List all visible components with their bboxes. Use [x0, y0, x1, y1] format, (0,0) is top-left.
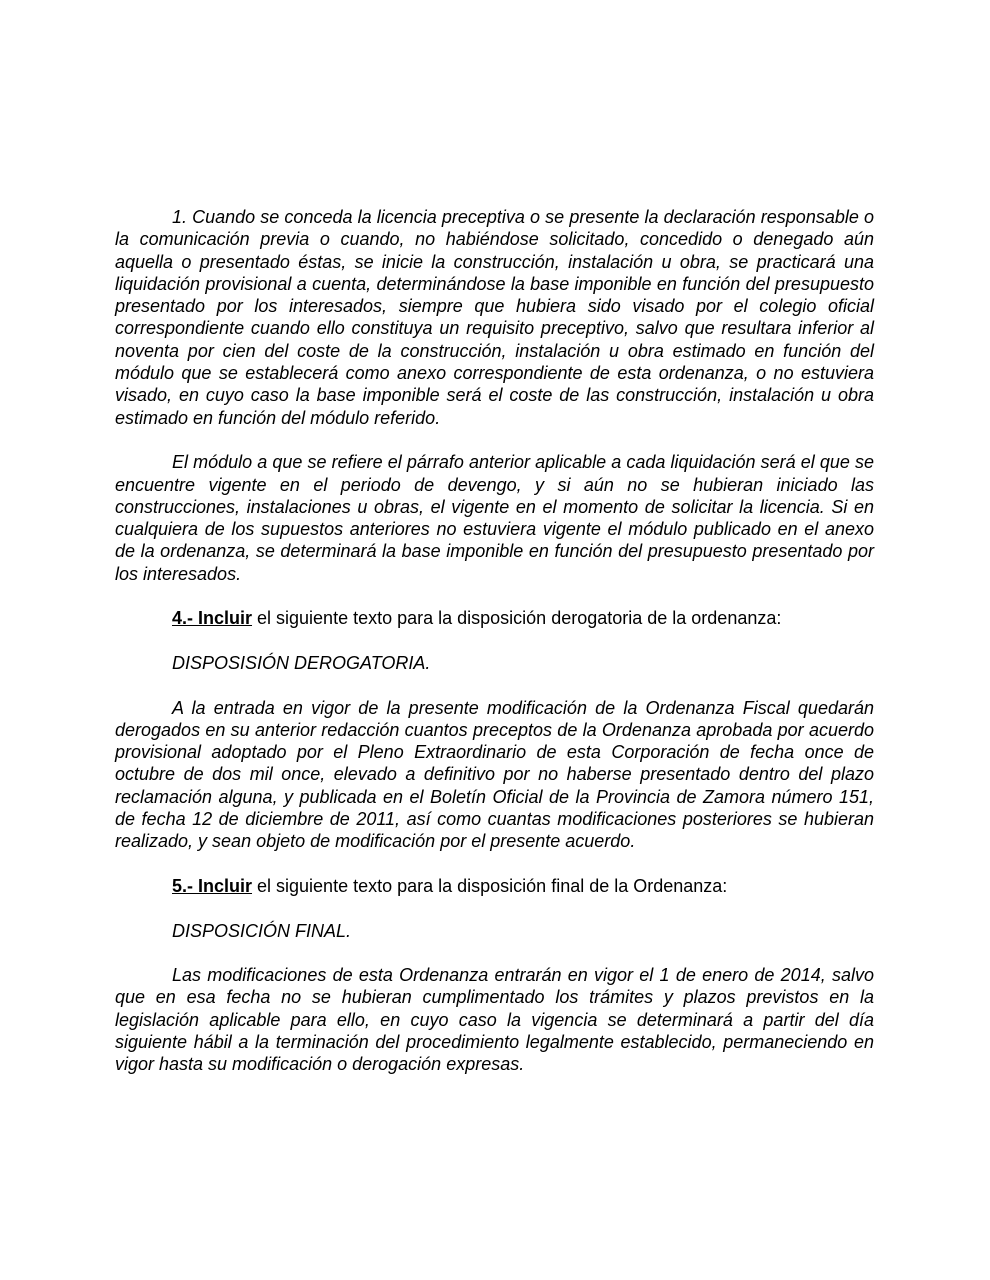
paragraph-liquidacion-provisional: 1. Cuando se conceda la licencia preceptiva o se presente la declaración responsable o la comunicación previa o cuando, no habiéndose solicitado, concedido o denegado aún aquella o presentado éstas, se inicie la construcción, instalación u obra, se practicará una liquidación provisional a cuenta, determinándose la base imponible en función del presupuesto presentado por los interesados, siempre que hubiera sido visado por el colegio oficial correspondiente cuando ello constituya un requisito preceptivo, salvo que resultara inferior al noventa por cien del coste de la construcción, instalación u obra estimado en función del módulo que se establecerá como anexo correspondiente de esta ordenanza, o no estuviera visado, en cuyo caso la base imponible será el coste de las construcción, instalación u obra estimado en función del módulo referido. — [115, 207, 874, 428]
paragraph-disposicion-final: Las modificaciones de esta Ordenanza entrarán en vigor el 1 de enero de 2014, salvo que en esa fecha no se hubieran cumplimentado los trámites y plazos previstos en la legislación aplicable para ello, en cuyo caso la vigencia se determinará a partir del día siguiente hábil a la terminación del procedimiento legalmente establecido, permaneciendo en vigor hasta su modificación o derogación expresas. — [115, 965, 874, 1075]
item-4-lead: 4.- Incluir — [172, 608, 253, 629]
document-body — [115, 206, 874, 1098]
heading-disposicion-final: DISPOSICIÓN FINAL. — [172, 920, 352, 941]
item-5-instruction — [115, 875, 874, 897]
item-4-text: el siguiente texto para la disposición derogatoria de la ordenanza: — [252, 608, 782, 629]
item-5-lead: 5.- Incluir — [172, 875, 253, 896]
heading-disposicion-derogatoria: DISPOSISIÓN DEROGATORIA. — [172, 652, 431, 673]
item-5-text: el siguiente texto para la disposición final de la Ordenanza: — [252, 875, 728, 896]
paragraph-derogatoria: A la entrada en vigor de la presente modificación de la Ordenanza Fiscal quedarán derogados en su anterior redacción cuantos preceptos de la Ordenanza aprobada por acuerdo provisional adoptado por el Pleno Extraordinario de esta Corporación de fecha once de octubre de dos mil once, elevado a definitivo por no haberse presentado dentro del plazo reclamación alguna, y publicada en el Boletín Oficial de la Provincia de Zamora número 151, de fecha 12 de diciembre de 2011, así como cuantas modificaciones posteriores se hubieran realizado, y sean objeto de modificación por el presente acuerdo. — [115, 697, 874, 852]
paragraph-modulo-vigente: El módulo a que se refiere el párrafo anterior aplicable a cada liquidación será el que se encuentre vigente en el periodo de devengo, y si aún no se hubieran iniciado las construcciones, instalaciones u obras, el vigente en el momento de solicitar la licencia. Si en cualquiera de los supuestos anteriores no estuviera vigente el módulo publicado en el anexo de la ordenanza, se determinará la base imponible en función del presupuesto presentado por los interesados. — [115, 452, 874, 584]
item-4-instruction — [115, 607, 874, 629]
